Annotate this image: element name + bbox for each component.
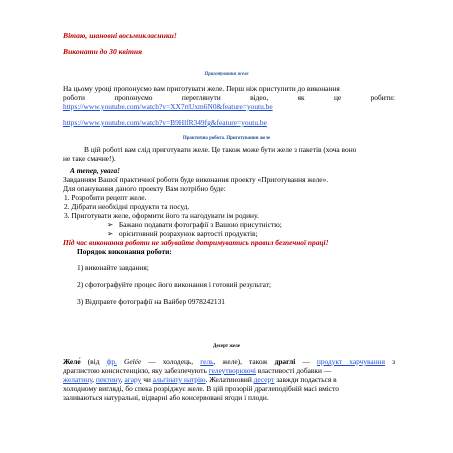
bullet-item [107, 220, 282, 229]
intro-word: роботи [63, 93, 85, 102]
dessert-link[interactable]: фр. [106, 357, 117, 366]
intro-line-1: На цьому уроці пропонуємо вам приготувати желе. Перш ніж приступити до виконання [63, 84, 340, 93]
dessert-line-1 [63, 357, 395, 366]
step-item: 2. Дібрати необхідні продукти та посуд. [64, 202, 190, 211]
dessert-line-2 [63, 366, 331, 375]
dessert-link[interactable]: десерт [253, 375, 275, 384]
dessert-word: Gelée [123, 357, 142, 366]
dessert-link[interactable]: желатину [63, 375, 93, 384]
step-item: 1. Розробити рецепт желе. [64, 193, 147, 202]
dessert-word: завжди подається в [276, 375, 337, 384]
safety-warning: Під час виконання роботи не забувайте дотримуватись правил безпечної праці! [63, 238, 329, 247]
practical-title: Практична робота. Приготування желе [182, 136, 271, 141]
dessert-word: з [392, 357, 396, 366]
intro-word: це [333, 93, 342, 102]
task-line-2: Для опанування даного проекту Вам потрібно буде: [63, 184, 226, 193]
dessert-link[interactable]: альгінату натрію [152, 375, 206, 384]
dessert-title: Десерт желе [213, 344, 240, 349]
dessert-line-3 [63, 375, 337, 384]
greeting-heading: Вітаю, шановні восьмикласники! [63, 31, 177, 40]
video-link-1[interactable]: https://www.youtube.com/watch?v=XX7rtUxm6N0&feature=youtu.be [63, 102, 273, 111]
intro-word: пропонуємо [114, 93, 153, 102]
dessert-link[interactable]: пектину [95, 375, 121, 384]
dessert-link[interactable]: продукт харчування [316, 357, 386, 366]
dessert-term: Желе́ [63, 357, 81, 366]
dessert-line-4: холодному вигляді, бо спека розріджує желе. В цій прозорій драглеподібній масі вмісто [63, 384, 339, 393]
procedure-item: 3) Відправте фотографії на Вайбер 0978242131 [77, 297, 225, 306]
intro-word: переглянути [181, 93, 221, 102]
dessert-word: , [92, 375, 95, 384]
dessert-link[interactable]: агару [124, 375, 142, 384]
dessert-word: — холодець, [148, 357, 194, 366]
dessert-word: чи [143, 375, 151, 384]
dessert-word: , [120, 375, 123, 384]
step-item: 3. Приготувати желе, оформити його та нагодувати ім родину. [64, 211, 259, 220]
dessert-link[interactable]: гель [200, 357, 214, 366]
lesson-title: Приготування желе [204, 72, 249, 77]
dessert-word: (від [87, 357, 100, 366]
intro-line-2 [63, 93, 395, 102]
dessert-link[interactable]: гелеутворюючі [208, 366, 256, 375]
intro-word: як [297, 93, 305, 102]
dessert-line-5: заливаються натуральні, відварні або консервовані ягоди і плоди. [63, 393, 269, 402]
arrow-bullet-icon: ➢ [107, 220, 114, 229]
dessert-word: , желе), також [213, 357, 268, 366]
task-line-1: Завданням Вашої практичної роботи буде виконання проекту «Приготування желе». [63, 175, 329, 184]
dessert-word: властивості добавки — [257, 366, 332, 375]
arrow-bullet-icon: ➢ [107, 229, 114, 238]
intro-word: відео, [250, 93, 269, 102]
bullet-text: Бажано подавати фотографії з Вашою присутністю; [118, 220, 282, 229]
deadline-heading: Виконати до 30 квітня [63, 47, 143, 56]
dessert-word: — [302, 357, 310, 366]
video-link-2[interactable]: https://www.youtube.com/watch?v=B9HlfR349fg&feature=youtu.be [63, 118, 267, 127]
attention-heading: А тепер, увага! [70, 166, 121, 175]
dessert-word: драглистою консистенцією, яку забезпечують [63, 366, 207, 375]
dessert-term: драглі [274, 357, 296, 366]
procedure-title: Порядок виконання роботи: [77, 247, 172, 256]
bullet-item [107, 229, 258, 238]
practical-text-line-1: В цій роботі вам слід приготувати желе. Це також може бути желе з пакетів (хоча воно [84, 145, 357, 154]
intro-word: робити: [370, 93, 395, 102]
bullet-text: орієнтовний розрахунок вартості продуктів; [118, 229, 258, 238]
procedure-item: 2) сфотографуйте процес його виконання і готовий результат; [77, 280, 271, 289]
procedure-item: 1) виконайте завдання; [77, 263, 149, 272]
dessert-word: . Желатиновий [205, 375, 252, 384]
practical-text-line-2: не таке смачне!). [63, 154, 116, 163]
